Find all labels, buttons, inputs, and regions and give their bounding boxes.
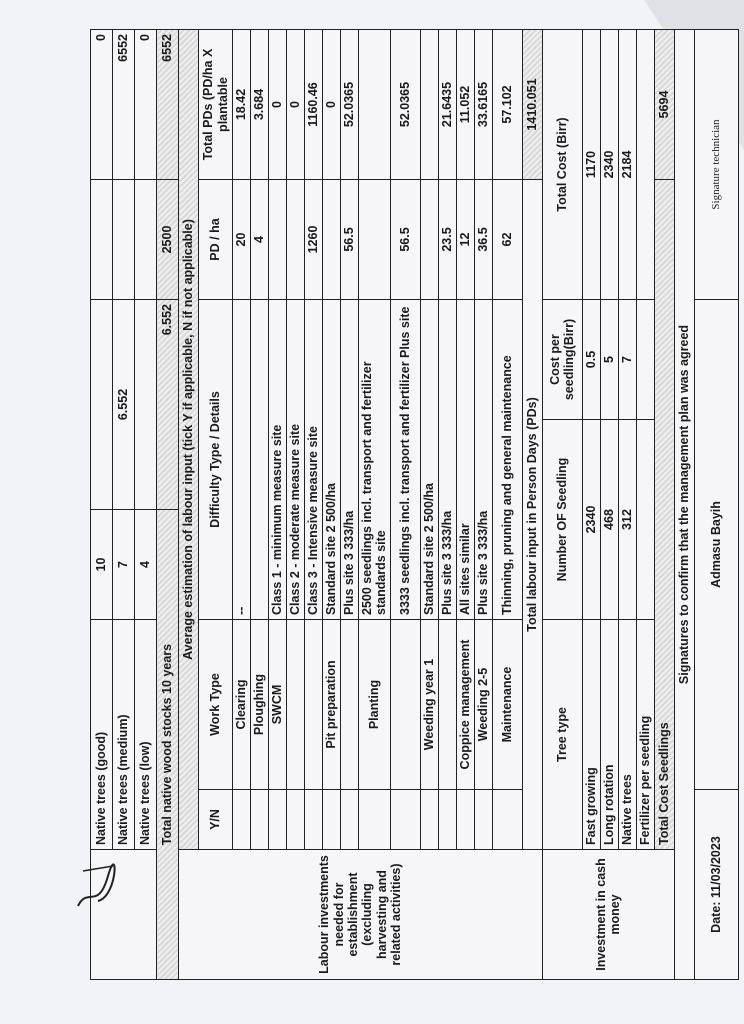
labour-header-pd: PD / ha bbox=[199, 180, 233, 300]
labour-yn bbox=[341, 790, 359, 850]
native-trees-blank-pd bbox=[135, 180, 157, 300]
labour-work-type bbox=[438, 620, 456, 790]
labour-detail: Plus site 3 333/ha bbox=[341, 300, 359, 620]
cash-total: 2184 bbox=[618, 30, 636, 300]
labour-detail: -- bbox=[233, 300, 251, 620]
labour-pd: 1260 bbox=[305, 180, 323, 300]
native-trees-value bbox=[135, 300, 157, 510]
cash-total-label: Total Cost Seedlings bbox=[654, 180, 674, 850]
labour-total bbox=[420, 30, 438, 180]
labour-total: 1160.46 bbox=[305, 30, 323, 180]
labour-pd: 4 bbox=[251, 180, 269, 300]
labour-detail: 3333 seedlings incl. transport and fertilizer Plus site bbox=[390, 300, 420, 620]
cash-header-total: Total Cost (Birr) bbox=[542, 30, 582, 300]
rotated-form bbox=[90, 30, 724, 980]
cash-total-value: 5694 bbox=[654, 30, 674, 180]
labour-pd bbox=[420, 180, 438, 300]
native-total-label: Total native wood stocks 10 years bbox=[157, 510, 179, 980]
labour-total: 52.0365 bbox=[341, 30, 359, 180]
labour-work-type: Pit preparation bbox=[323, 620, 341, 790]
cash-tree-type: Native trees bbox=[618, 620, 636, 850]
cash-number: 468 bbox=[600, 420, 618, 620]
cash-total: 1170 bbox=[582, 30, 600, 300]
native-trees-label: Native trees (good) bbox=[91, 620, 113, 850]
native-trees-total: 6552 bbox=[113, 30, 135, 180]
native-trees-blank-pd bbox=[91, 180, 113, 300]
labour-yn bbox=[305, 790, 323, 850]
labour-pd: 56.5 bbox=[390, 180, 420, 300]
labour-work-type: SWCM bbox=[269, 620, 287, 790]
labour-work-type: Planting bbox=[359, 620, 391, 790]
management-plan-table bbox=[90, 29, 739, 980]
cash-section-label: Investment in cash money bbox=[542, 850, 674, 980]
labour-title: Average estimation of labour input (tick Y if applicable, N if not applicable) bbox=[179, 30, 199, 850]
cash-cost: 0.5 bbox=[582, 300, 600, 420]
labour-yn bbox=[269, 790, 287, 850]
labour-header-total: Total PDs (PD/ha X plantable bbox=[199, 30, 233, 180]
labour-pd: 62 bbox=[492, 180, 522, 300]
labour-detail: 2500 seedlings incl. transport and fertilizer standards site bbox=[359, 300, 391, 620]
native-trees-count: 10 bbox=[91, 510, 113, 620]
native-trees-total: 0 bbox=[91, 30, 113, 180]
native-trees-count: 4 bbox=[135, 510, 157, 620]
labour-detail: Standard site 2 500/ha bbox=[323, 300, 341, 620]
labour-pd bbox=[287, 180, 305, 300]
labour-pd bbox=[323, 180, 341, 300]
cash-number bbox=[636, 420, 654, 620]
cash-number: 312 bbox=[618, 420, 636, 620]
labour-yn bbox=[359, 790, 391, 850]
labour-work-type: Weeding year 1 bbox=[420, 620, 438, 790]
labour-work-type: Ploughing bbox=[251, 620, 269, 790]
labour-work-type: Coppice management bbox=[456, 620, 474, 790]
native-trees-blank-pd bbox=[113, 180, 135, 300]
labour-yn bbox=[323, 790, 341, 850]
native-total-total: 6552 bbox=[157, 30, 179, 180]
cash-total: 2340 bbox=[600, 30, 618, 300]
labour-yn bbox=[474, 790, 492, 850]
cash-tree-type: Long rotation bbox=[600, 620, 618, 850]
labour-total bbox=[359, 30, 391, 180]
labour-detail: All sites similar bbox=[456, 300, 474, 620]
cash-cost: 5 bbox=[600, 300, 618, 420]
native-trees-label: Native trees (low) bbox=[135, 620, 157, 850]
labour-total: 0 bbox=[323, 30, 341, 180]
labour-total: 57.102 bbox=[492, 30, 522, 180]
labour-work-type bbox=[341, 620, 359, 790]
cash-header-number: Number OF Seedling bbox=[542, 420, 582, 620]
labour-pd: 12 bbox=[456, 180, 474, 300]
cash-number: 2340 bbox=[582, 420, 600, 620]
labour-yn bbox=[287, 790, 305, 850]
labour-detail: Class 1 - minimum measure site bbox=[269, 300, 287, 620]
labour-detail bbox=[251, 300, 269, 620]
labour-total: 3.684 bbox=[251, 30, 269, 180]
labour-detail: Thinning, pruning and general maintenance bbox=[492, 300, 522, 620]
labour-detail: Class 3 - Intensive measure site bbox=[305, 300, 323, 620]
labour-work-type: Maintenance bbox=[492, 620, 522, 790]
labour-pd: 23.5 bbox=[438, 180, 456, 300]
native-trees-value: 6.552 bbox=[113, 300, 135, 510]
cash-tree-type: Fast growing bbox=[582, 620, 600, 850]
labour-yn bbox=[390, 790, 420, 850]
technician-signature bbox=[68, 856, 128, 916]
signature-role: Signature technician bbox=[694, 30, 738, 300]
native-trees-value bbox=[91, 300, 113, 510]
labour-yn bbox=[420, 790, 438, 850]
labour-total: 18.42 bbox=[233, 30, 251, 180]
signature-date: Date: 11/03/2023 bbox=[694, 790, 738, 980]
labour-yn bbox=[456, 790, 474, 850]
labour-total: 52.0365 bbox=[390, 30, 420, 180]
labour-work-type: Weeding 2-5 bbox=[474, 620, 492, 790]
labour-yn bbox=[233, 790, 251, 850]
labour-header-difficulty: Difficulty Type / Details bbox=[199, 300, 233, 620]
labour-pd: 36.5 bbox=[474, 180, 492, 300]
labour-header-yn: Y/N bbox=[199, 790, 233, 850]
signatures-title: Signatures to confirm that the management plan was agreed bbox=[674, 30, 694, 980]
labour-total: 0 bbox=[269, 30, 287, 180]
labour-pd: 20 bbox=[233, 180, 251, 300]
cash-header-cost: Cost per seedling(Birr) bbox=[542, 300, 582, 420]
labour-total: 33.6165 bbox=[474, 30, 492, 180]
labour-total: 11.052 bbox=[456, 30, 474, 180]
labour-pd bbox=[359, 180, 391, 300]
labour-pd bbox=[269, 180, 287, 300]
cash-total bbox=[636, 30, 654, 300]
labour-yn bbox=[438, 790, 456, 850]
labour-detail: Class 2 - moderate measure site bbox=[287, 300, 305, 620]
labour-yn bbox=[492, 790, 522, 850]
labour-work-type bbox=[305, 620, 323, 790]
labour-total: 21.6435 bbox=[438, 30, 456, 180]
labour-work-type: Clearing bbox=[233, 620, 251, 790]
labour-work-type bbox=[287, 620, 305, 790]
labour-total-label: Total labour input in Person Days (PDs) bbox=[522, 180, 542, 850]
labour-total-value: 1410.051 bbox=[522, 30, 542, 180]
cash-cost: 7 bbox=[618, 300, 636, 420]
labour-header-work: Work Type bbox=[199, 620, 233, 790]
native-total-pd: 2500 bbox=[157, 180, 179, 300]
native-trees-label: Native trees (medium) bbox=[113, 620, 135, 850]
labour-section-label: Labour investments needed for establishment (excluding harvesting and related activities) bbox=[179, 850, 543, 980]
native-trees-count: 7 bbox=[113, 510, 135, 620]
cash-cost bbox=[636, 300, 654, 420]
labour-work-type bbox=[390, 620, 420, 790]
labour-detail: Plus site 3 333/ha bbox=[474, 300, 492, 620]
labour-detail: Standard site 2 500/ha bbox=[420, 300, 438, 620]
labour-yn bbox=[251, 790, 269, 850]
signature-name: Admasu Bayih bbox=[694, 300, 738, 790]
native-total-value: 6.552 bbox=[157, 300, 179, 510]
labour-detail: Plus site 3 333/ha bbox=[438, 300, 456, 620]
labour-pd: 56.5 bbox=[341, 180, 359, 300]
cash-tree-type: Fertilizer per seedling bbox=[636, 620, 654, 850]
labour-total: 0 bbox=[287, 30, 305, 180]
native-trees-total: 0 bbox=[135, 30, 157, 180]
cash-header-tree: Tree type bbox=[542, 620, 582, 850]
